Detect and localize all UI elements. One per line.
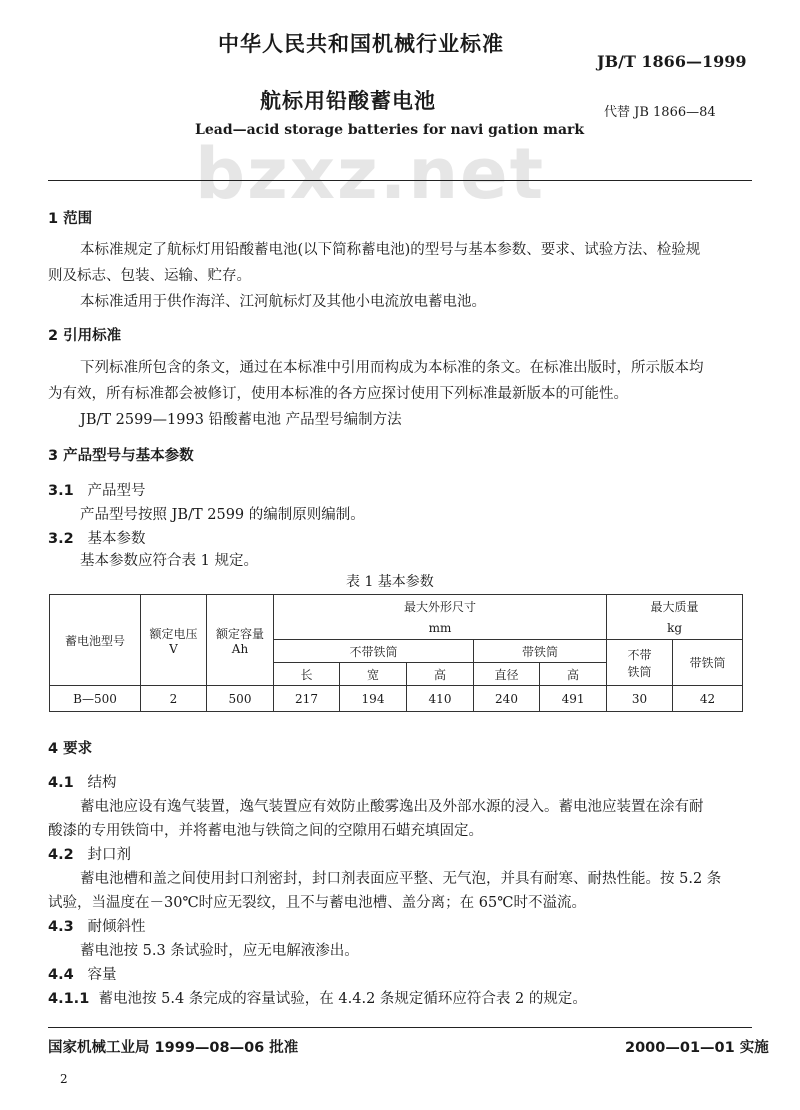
s4-4-1-text: 蓄电池按 5.4 条完成的容量试验，在 4.4.2 条规定循环应符合表 2 的规定。 bbox=[98, 991, 587, 1007]
s4-1-text-b: 酸漆的专用铁筒中，并将蓄电池与铁筒之间的空隙用石蜡充填固定。 bbox=[48, 823, 483, 839]
s4-4-heading bbox=[48, 963, 117, 984]
s3-1-heading bbox=[48, 479, 146, 500]
s4-3-text: 蓄电池按 5.3 条试验时，应无电解液渗出。 bbox=[80, 943, 359, 959]
s4-2-number: 4.2 bbox=[48, 847, 74, 863]
table-1-caption: 表 1 基本参数 bbox=[346, 574, 434, 590]
s2-paragraph-1a: 下列标准所包含的条文，通过在本标准中引用而构成为本标准的条文。在标准出版时，所示版本均 bbox=[80, 360, 704, 376]
header-height: 高 bbox=[407, 663, 474, 686]
header-dims: 最大外形尺寸 bbox=[274, 595, 607, 618]
header-capacity-label: 额定容量 bbox=[215, 626, 264, 641]
s3-1-number: 3.1 bbox=[48, 483, 74, 499]
s2-paragraph-1b: 为有效，所有标准都会被修订，使用本标准的各方应探讨使用下列标准最新版本的可能性。 bbox=[48, 386, 628, 402]
cell-width: 194 bbox=[340, 686, 407, 712]
section-4-heading: 4 要求 bbox=[48, 741, 93, 757]
header-height-with-case: 高 bbox=[540, 663, 607, 686]
header-mass: 最大质量 bbox=[607, 595, 743, 618]
standard-code: JB/T 1866—1999 bbox=[597, 52, 747, 71]
header-voltage bbox=[141, 595, 207, 686]
s3-2-title: 基本参数 bbox=[87, 531, 146, 547]
replaces-note: 代替 JB 1866—84 bbox=[604, 105, 716, 120]
header-voltage-unit: V bbox=[169, 641, 178, 656]
s4-3-number: 4.3 bbox=[48, 919, 74, 935]
section-1-heading: 1 范围 bbox=[48, 211, 93, 227]
header-model: 蓄电池型号 bbox=[50, 595, 141, 686]
approval-line: 国家机械工业局 1999—08—06 批准 bbox=[48, 1040, 299, 1056]
header-mass-no-case-a: 不带 bbox=[627, 647, 652, 662]
header-rule bbox=[48, 180, 752, 181]
header-diameter: 直径 bbox=[474, 663, 540, 686]
header-voltage-label: 额定电压 bbox=[149, 626, 198, 641]
s4-3-title: 耐倾斜性 bbox=[87, 919, 146, 935]
cell-voltage: 2 bbox=[141, 686, 207, 712]
s4-1-number: 4.1 bbox=[48, 775, 74, 791]
header-with-case: 带铁筒 bbox=[474, 640, 607, 663]
s1-paragraph-2: 本标准适用于供作海洋、江河航标灯及其他小电流放电蓄电池。 bbox=[80, 294, 486, 310]
s4-2-title: 封口剂 bbox=[87, 847, 132, 863]
issuing-body: 中华人民共和国机械行业标准 bbox=[218, 32, 504, 56]
header-mass-no-case bbox=[607, 640, 673, 686]
s3-2-number: 3.2 bbox=[48, 531, 74, 547]
header-capacity-unit: Ah bbox=[231, 641, 249, 656]
implementation-date: 2000—01—01 实施 bbox=[625, 1040, 769, 1056]
header-dims-unit: mm bbox=[274, 617, 607, 640]
cell-model: B—500 bbox=[50, 686, 141, 712]
s4-2-heading bbox=[48, 843, 131, 864]
s4-1-text-a: 蓄电池应设有逸气装置，逸气装置应有效防止酸雾逸出及外部水源的浸入。蓄电池应装置在涂有耐 bbox=[80, 799, 704, 815]
s4-4-title: 容量 bbox=[87, 967, 117, 983]
cell-height-with-case: 491 bbox=[540, 686, 607, 712]
s4-3-heading bbox=[48, 915, 146, 936]
cell-length: 217 bbox=[274, 686, 340, 712]
s4-2-text-b: 试验，当温度在－30℃时应无裂纹，且不与蓄电池槽、盖分离；在 65℃时不溢流。 bbox=[48, 895, 586, 911]
s4-1-title: 结构 bbox=[87, 775, 117, 791]
s3-2-text: 基本参数应符合表 1 规定。 bbox=[80, 553, 258, 569]
header-width: 宽 bbox=[340, 663, 407, 686]
s4-4-1-number: 4.1.1 bbox=[48, 991, 90, 1007]
s2-reference: JB/T 2599—1993 铅酸蓄电池 产品型号编制方法 bbox=[80, 412, 402, 428]
header-mass-no-case-b: 铁筒 bbox=[627, 664, 652, 679]
cell-mass-with-case: 42 bbox=[673, 686, 743, 712]
s3-2-heading bbox=[48, 527, 146, 548]
page-number: 2 bbox=[60, 1072, 68, 1086]
s3-1-title: 产品型号 bbox=[87, 483, 146, 499]
watermark: bzxz.net bbox=[195, 133, 546, 215]
section-3-heading: 3 产品型号与基本参数 bbox=[48, 448, 194, 464]
cell-mass-no-case: 30 bbox=[607, 686, 673, 712]
s4-2-text-a: 蓄电池槽和盖之间使用封口剂密封，封口剂表面应平整、无气泡，并具有耐寒、耐热性能。按 5.2 条 bbox=[80, 871, 722, 887]
header-mass-unit: kg bbox=[607, 617, 743, 640]
s3-1-text: 产品型号按照 JB/T 2599 的编制原则编制。 bbox=[80, 507, 365, 523]
table-row bbox=[50, 686, 743, 712]
cell-diameter: 240 bbox=[474, 686, 540, 712]
section-2-heading: 2 引用标准 bbox=[48, 328, 122, 344]
header-no-case: 不带铁筒 bbox=[274, 640, 474, 663]
basic-parameters-table bbox=[49, 594, 743, 712]
s1-paragraph-1a: 本标准规定了航标灯用铅酸蓄电池(以下简称蓄电池)的型号与基本参数、要求、试验方法、检验规 bbox=[80, 242, 701, 258]
english-title: Lead—acid storage batteries for navi gation mark bbox=[195, 122, 585, 138]
cell-capacity: 500 bbox=[207, 686, 274, 712]
s1-paragraph-1b: 则及标志、包装、运输、贮存。 bbox=[48, 268, 251, 284]
cell-height: 410 bbox=[407, 686, 474, 712]
s4-1-heading bbox=[48, 771, 117, 792]
s4-4-1-clause bbox=[48, 987, 587, 1008]
footer-rule bbox=[48, 1027, 752, 1028]
s4-4-number: 4.4 bbox=[48, 967, 74, 983]
page-title: 航标用铅酸蓄电池 bbox=[260, 89, 436, 113]
header-capacity bbox=[207, 595, 274, 686]
header-mass-with-case: 带铁筒 bbox=[673, 640, 743, 686]
header-length: 长 bbox=[274, 663, 340, 686]
